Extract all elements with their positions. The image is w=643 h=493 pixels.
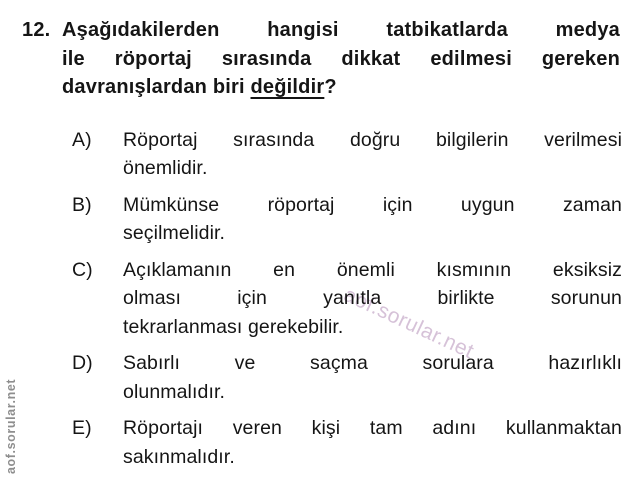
option-e-text xyxy=(123,414,622,471)
option-a-line-1: Röportaj sırasında doğru bilgilerin verilmesi xyxy=(123,128,622,151)
question-line-1: Aşağıdakilerden hangisi tatbikatlarda medya xyxy=(62,19,620,41)
option-e-line-1: Röportajı veren kişi tam adını kullanmaktan xyxy=(123,417,622,439)
question-keyword-underlined: değildir xyxy=(250,76,325,98)
diagonal-watermark: aof.sorular.net xyxy=(340,283,478,364)
question-line-3 xyxy=(62,73,620,102)
option-b-line-1: Mümkünse röportaj için uygun zaman xyxy=(123,193,622,216)
option-c-line-1: Açıklamanın en önemli kısmının eksiksiz xyxy=(123,258,622,281)
option-d-text xyxy=(123,349,622,406)
option-c-letter: C) xyxy=(72,258,93,281)
option-b xyxy=(72,191,643,248)
option-e-letter: E) xyxy=(72,417,92,439)
question-text xyxy=(62,16,620,102)
option-c-line-2: olması için yanıtla birlikte sorunun xyxy=(123,287,622,309)
sidebar-watermark: aof.sorular.net xyxy=(4,378,18,474)
question-block xyxy=(0,0,643,102)
question-number: 12. xyxy=(22,19,51,41)
question-line-2: ile röportaj sırasında dikkat edilmesi gereken xyxy=(62,47,620,70)
question-last-line-prefix: davranışlardan biri xyxy=(62,76,251,98)
option-a-line-2: önemlidir. xyxy=(123,157,208,179)
option-b-letter: B) xyxy=(72,193,92,216)
option-c-line-3: tekrarlanması gerekebilir. xyxy=(123,315,344,338)
option-d-line-1: Sabırlı ve saçma sorulara hazırlıklı xyxy=(123,352,622,374)
option-b-text xyxy=(123,191,622,248)
option-b-line-2: seçilmelidir. xyxy=(123,222,226,244)
option-d-letter: D) xyxy=(72,352,93,374)
options-list xyxy=(72,126,643,472)
option-a-text xyxy=(123,126,622,183)
option-d xyxy=(72,349,643,406)
question-mark: ? xyxy=(324,76,337,98)
option-c xyxy=(72,256,643,342)
option-e xyxy=(72,414,643,471)
option-a-letter: A) xyxy=(72,128,92,151)
option-c-text xyxy=(123,256,622,342)
option-a xyxy=(72,126,643,183)
option-d-line-2: olunmalıdır. xyxy=(123,380,226,403)
option-e-line-2: sakınmalıdır. xyxy=(123,445,235,468)
